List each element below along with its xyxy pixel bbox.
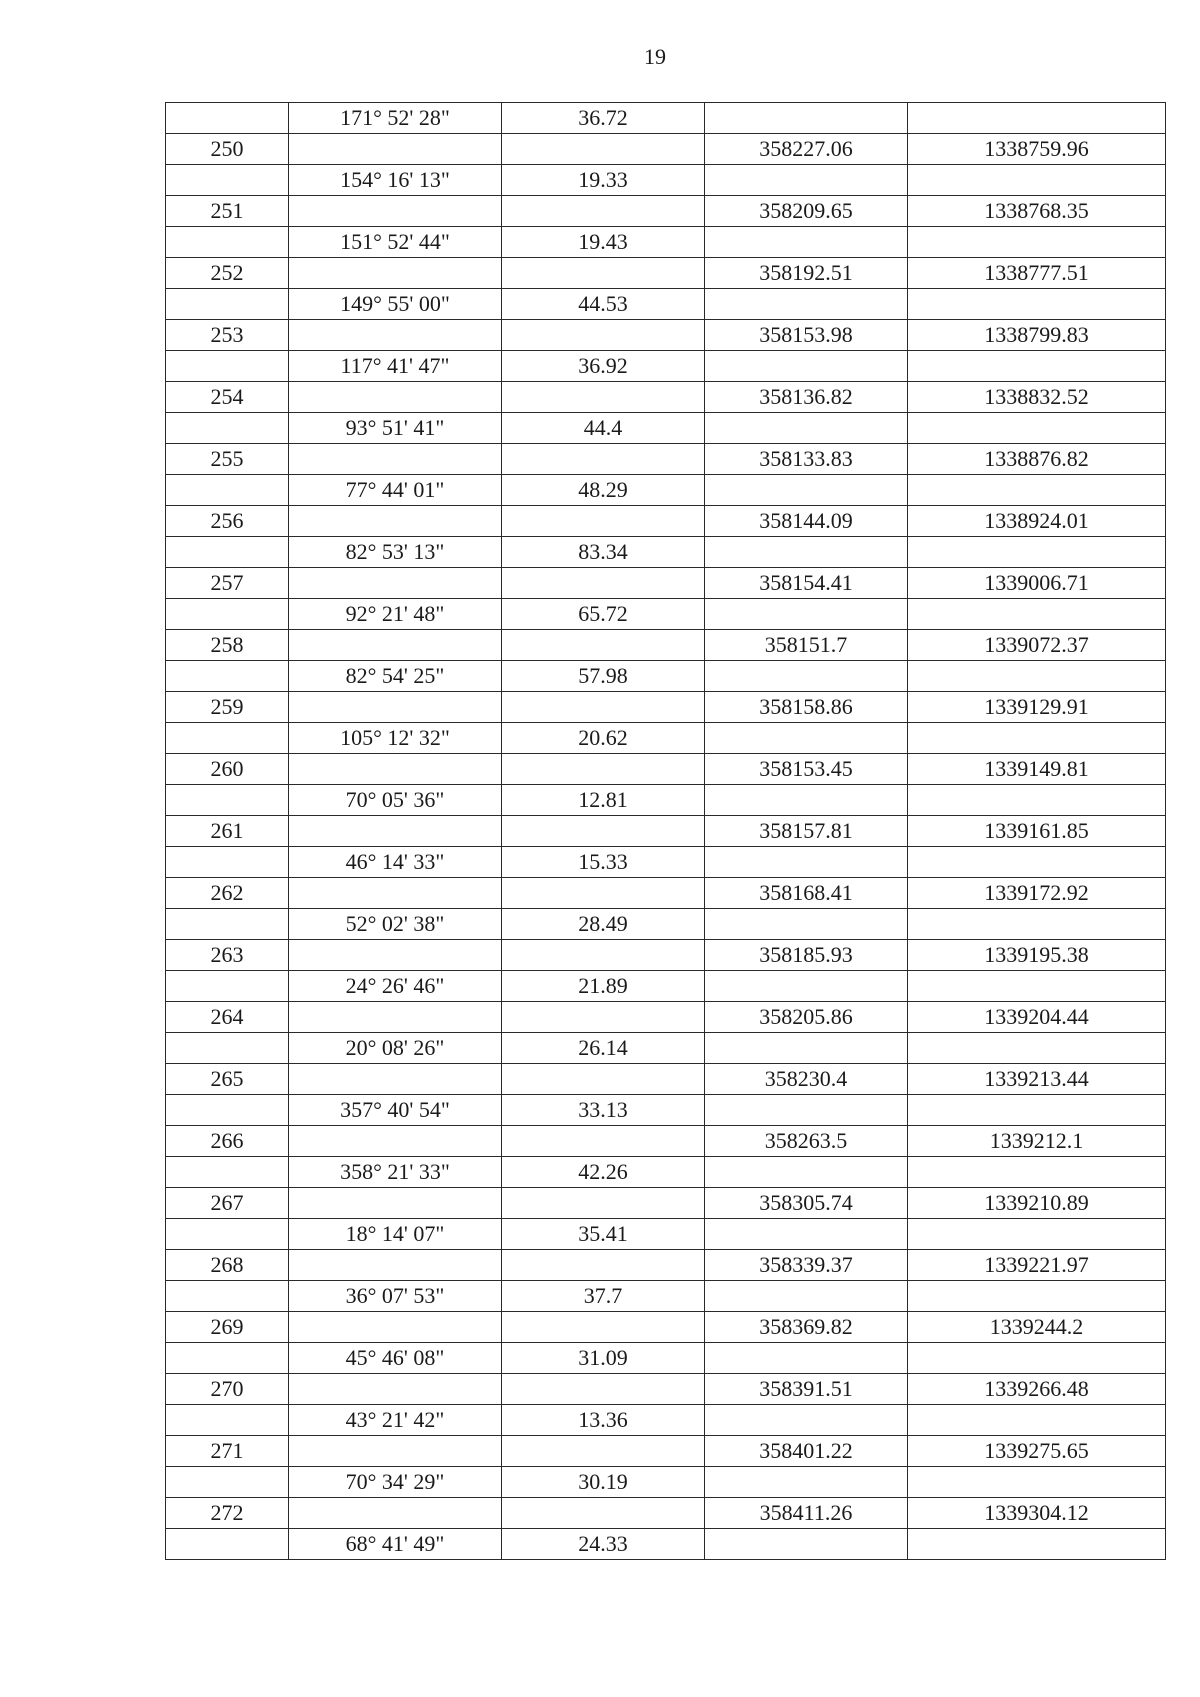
bearing-cell: [289, 444, 502, 475]
y-coordinate-cell: [908, 1467, 1166, 1498]
bearing-cell: 70° 05' 36": [289, 785, 502, 816]
point-row: [166, 320, 1166, 351]
x-coordinate-cell: 358144.09: [705, 506, 908, 537]
point-row: [166, 1312, 1166, 1343]
x-coordinate-cell: [705, 227, 908, 258]
distance-cell: [502, 1250, 705, 1281]
y-coordinate-cell: [908, 165, 1166, 196]
point-number-cell: 271: [166, 1436, 289, 1467]
y-coordinate-cell: [908, 599, 1166, 630]
distance-cell: [502, 1374, 705, 1405]
point-row: [166, 258, 1166, 289]
distance-cell: 20.62: [502, 723, 705, 754]
distance-cell: 13.36: [502, 1405, 705, 1436]
x-coordinate-cell: [705, 661, 908, 692]
distance-cell: 28.49: [502, 909, 705, 940]
y-coordinate-cell: [908, 1219, 1166, 1250]
distance-cell: 21.89: [502, 971, 705, 1002]
leg-row: [166, 289, 1166, 320]
y-coordinate-cell: 1339161.85: [908, 816, 1166, 847]
leg-row: [166, 909, 1166, 940]
point-row: [166, 630, 1166, 661]
point-number-cell: 267: [166, 1188, 289, 1219]
point-row: [166, 1374, 1166, 1405]
point-number-cell: [166, 1529, 289, 1560]
bearing-cell: 92° 21' 48": [289, 599, 502, 630]
y-coordinate-cell: 1339204.44: [908, 1002, 1166, 1033]
point-row: [166, 1250, 1166, 1281]
x-coordinate-cell: 358154.41: [705, 568, 908, 599]
leg-row: [166, 227, 1166, 258]
x-coordinate-cell: [705, 537, 908, 568]
point-number-cell: [166, 1095, 289, 1126]
bearing-cell: 358° 21' 33": [289, 1157, 502, 1188]
bearing-cell: 36° 07' 53": [289, 1281, 502, 1312]
y-coordinate-cell: 1339304.12: [908, 1498, 1166, 1529]
x-coordinate-cell: 358158.86: [705, 692, 908, 723]
distance-cell: [502, 444, 705, 475]
distance-cell: 44.53: [502, 289, 705, 320]
point-number-cell: [166, 1033, 289, 1064]
distance-cell: [502, 506, 705, 537]
point-number-cell: [166, 289, 289, 320]
point-number-cell: 270: [166, 1374, 289, 1405]
leg-row: [166, 971, 1166, 1002]
point-number-cell: 255: [166, 444, 289, 475]
x-coordinate-cell: 358339.37: [705, 1250, 908, 1281]
bearing-cell: 70° 34' 29": [289, 1467, 502, 1498]
point-number-cell: 259: [166, 692, 289, 723]
distance-cell: 31.09: [502, 1343, 705, 1374]
y-coordinate-cell: 1338799.83: [908, 320, 1166, 351]
point-number-cell: [166, 847, 289, 878]
point-row: [166, 754, 1166, 785]
point-number-cell: [166, 723, 289, 754]
x-coordinate-cell: 358230.4: [705, 1064, 908, 1095]
point-number-cell: 268: [166, 1250, 289, 1281]
bearing-cell: [289, 1250, 502, 1281]
bearing-cell: [289, 1188, 502, 1219]
x-coordinate-cell: 358151.7: [705, 630, 908, 661]
y-coordinate-cell: [908, 475, 1166, 506]
leg-row: [166, 847, 1166, 878]
point-row: [166, 1436, 1166, 1467]
leg-row: [166, 1529, 1166, 1560]
distance-cell: [502, 258, 705, 289]
distance-cell: 15.33: [502, 847, 705, 878]
point-row: [166, 1002, 1166, 1033]
leg-row: [166, 723, 1166, 754]
x-coordinate-cell: 358157.81: [705, 816, 908, 847]
y-coordinate-cell: [908, 909, 1166, 940]
point-number-cell: 260: [166, 754, 289, 785]
x-coordinate-cell: 358185.93: [705, 940, 908, 971]
point-row: [166, 1498, 1166, 1529]
bearing-cell: 117° 41' 47": [289, 351, 502, 382]
y-coordinate-cell: [908, 785, 1166, 816]
distance-cell: 36.92: [502, 351, 705, 382]
x-coordinate-cell: [705, 1157, 908, 1188]
distance-cell: [502, 1188, 705, 1219]
x-coordinate-cell: 358192.51: [705, 258, 908, 289]
y-coordinate-cell: 1339212.1: [908, 1126, 1166, 1157]
distance-cell: [502, 940, 705, 971]
point-number-cell: [166, 661, 289, 692]
point-number-cell: 265: [166, 1064, 289, 1095]
y-coordinate-cell: 1339072.37: [908, 630, 1166, 661]
point-number-cell: [166, 1467, 289, 1498]
distance-cell: [502, 754, 705, 785]
x-coordinate-cell: [705, 971, 908, 1002]
x-coordinate-cell: [705, 413, 908, 444]
point-row: [166, 568, 1166, 599]
y-coordinate-cell: 1338777.51: [908, 258, 1166, 289]
x-coordinate-cell: 358153.45: [705, 754, 908, 785]
point-number-cell: [166, 413, 289, 444]
point-number-cell: 261: [166, 816, 289, 847]
y-coordinate-cell: 1339210.89: [908, 1188, 1166, 1219]
point-number-cell: 258: [166, 630, 289, 661]
distance-cell: [502, 1002, 705, 1033]
point-number-cell: 263: [166, 940, 289, 971]
leg-row: [166, 1281, 1166, 1312]
point-number-cell: 253: [166, 320, 289, 351]
x-coordinate-cell: 358227.06: [705, 134, 908, 165]
bearing-cell: [289, 196, 502, 227]
y-coordinate-cell: [908, 289, 1166, 320]
distance-cell: [502, 630, 705, 661]
bearing-cell: 77° 44' 01": [289, 475, 502, 506]
y-coordinate-cell: 1338876.82: [908, 444, 1166, 475]
bearing-cell: [289, 1436, 502, 1467]
bearing-cell: 149° 55' 00": [289, 289, 502, 320]
x-coordinate-cell: 358209.65: [705, 196, 908, 227]
distance-cell: 83.34: [502, 537, 705, 568]
x-coordinate-cell: [705, 847, 908, 878]
x-coordinate-cell: 358369.82: [705, 1312, 908, 1343]
survey-table: [165, 102, 1166, 1560]
y-coordinate-cell: 1339149.81: [908, 754, 1166, 785]
distance-cell: 19.43: [502, 227, 705, 258]
distance-cell: [502, 692, 705, 723]
point-row: [166, 692, 1166, 723]
bearing-cell: 93° 51' 41": [289, 413, 502, 444]
y-coordinate-cell: [908, 1281, 1166, 1312]
point-number-cell: [166, 909, 289, 940]
bearing-cell: [289, 258, 502, 289]
bearing-cell: [289, 1126, 502, 1157]
point-number-cell: 256: [166, 506, 289, 537]
x-coordinate-cell: [705, 1281, 908, 1312]
x-coordinate-cell: 358133.83: [705, 444, 908, 475]
point-row: [166, 1126, 1166, 1157]
bearing-cell: 171° 52' 28": [289, 103, 502, 134]
bearing-cell: [289, 1002, 502, 1033]
point-number-cell: [166, 1219, 289, 1250]
point-number-cell: [166, 1157, 289, 1188]
leg-row: [166, 785, 1166, 816]
x-coordinate-cell: [705, 1529, 908, 1560]
bearing-cell: 46° 14' 33": [289, 847, 502, 878]
leg-row: [166, 1033, 1166, 1064]
point-number-cell: 266: [166, 1126, 289, 1157]
leg-row: [166, 103, 1166, 134]
x-coordinate-cell: [705, 723, 908, 754]
y-coordinate-cell: 1339006.71: [908, 568, 1166, 599]
distance-cell: [502, 1126, 705, 1157]
x-coordinate-cell: [705, 103, 908, 134]
point-row: [166, 1188, 1166, 1219]
leg-row: [166, 661, 1166, 692]
point-number-cell: [166, 1281, 289, 1312]
bearing-cell: 151° 52' 44": [289, 227, 502, 258]
point-number-cell: 252: [166, 258, 289, 289]
bearing-cell: 20° 08' 26": [289, 1033, 502, 1064]
y-coordinate-cell: [908, 103, 1166, 134]
x-coordinate-cell: [705, 1467, 908, 1498]
bearing-cell: 43° 21' 42": [289, 1405, 502, 1436]
x-coordinate-cell: 358205.86: [705, 1002, 908, 1033]
y-coordinate-cell: [908, 1529, 1166, 1560]
distance-cell: [502, 568, 705, 599]
y-coordinate-cell: [908, 413, 1166, 444]
x-coordinate-cell: [705, 1095, 908, 1126]
distance-cell: 42.26: [502, 1157, 705, 1188]
bearing-cell: 52° 02' 38": [289, 909, 502, 940]
point-number-cell: [166, 351, 289, 382]
y-coordinate-cell: 1339172.92: [908, 878, 1166, 909]
bearing-cell: [289, 878, 502, 909]
bearing-cell: [289, 1064, 502, 1095]
distance-cell: 65.72: [502, 599, 705, 630]
distance-cell: 57.98: [502, 661, 705, 692]
y-coordinate-cell: [908, 723, 1166, 754]
y-coordinate-cell: [908, 1095, 1166, 1126]
bearing-cell: 154° 16' 13": [289, 165, 502, 196]
page-number: 19: [644, 44, 666, 69]
x-coordinate-cell: [705, 1219, 908, 1250]
point-row: [166, 940, 1166, 971]
point-number-cell: [166, 227, 289, 258]
distance-cell: [502, 878, 705, 909]
x-coordinate-cell: 358391.51: [705, 1374, 908, 1405]
distance-cell: 12.81: [502, 785, 705, 816]
bearing-cell: [289, 1312, 502, 1343]
survey-table-body: [166, 103, 1166, 1560]
point-number-cell: 264: [166, 1002, 289, 1033]
point-number-cell: 251: [166, 196, 289, 227]
x-coordinate-cell: [705, 165, 908, 196]
distance-cell: [502, 1064, 705, 1095]
bearing-cell: 45° 46' 08": [289, 1343, 502, 1374]
point-row: [166, 382, 1166, 413]
bearing-cell: 24° 26' 46": [289, 971, 502, 1002]
x-coordinate-cell: [705, 1033, 908, 1064]
leg-row: [166, 1157, 1166, 1188]
point-number-cell: [166, 165, 289, 196]
point-row: [166, 444, 1166, 475]
bearing-cell: [289, 940, 502, 971]
point-row: [166, 506, 1166, 537]
y-coordinate-cell: [908, 1405, 1166, 1436]
point-row: [166, 816, 1166, 847]
point-number-cell: 272: [166, 1498, 289, 1529]
point-number-cell: [166, 537, 289, 568]
y-coordinate-cell: 1338759.96: [908, 134, 1166, 165]
distance-cell: 44.4: [502, 413, 705, 444]
leg-row: [166, 165, 1166, 196]
leg-row: [166, 1219, 1166, 1250]
point-number-cell: 262: [166, 878, 289, 909]
leg-row: [166, 351, 1166, 382]
bearing-cell: 82° 54' 25": [289, 661, 502, 692]
y-coordinate-cell: 1339221.97: [908, 1250, 1166, 1281]
x-coordinate-cell: 358263.5: [705, 1126, 908, 1157]
bearing-cell: [289, 692, 502, 723]
point-number-cell: 269: [166, 1312, 289, 1343]
leg-row: [166, 413, 1166, 444]
x-coordinate-cell: 358168.41: [705, 878, 908, 909]
x-coordinate-cell: 358305.74: [705, 1188, 908, 1219]
bearing-cell: 68° 41' 49": [289, 1529, 502, 1560]
distance-cell: [502, 382, 705, 413]
bearing-cell: [289, 754, 502, 785]
point-number-cell: [166, 1343, 289, 1374]
leg-row: [166, 1467, 1166, 1498]
y-coordinate-cell: [908, 1157, 1166, 1188]
x-coordinate-cell: 358411.26: [705, 1498, 908, 1529]
y-coordinate-cell: 1339244.2: [908, 1312, 1166, 1343]
y-coordinate-cell: 1339213.44: [908, 1064, 1166, 1095]
distance-cell: [502, 1312, 705, 1343]
x-coordinate-cell: [705, 475, 908, 506]
distance-cell: 30.19: [502, 1467, 705, 1498]
distance-cell: 33.13: [502, 1095, 705, 1126]
x-coordinate-cell: [705, 351, 908, 382]
distance-cell: [502, 134, 705, 165]
distance-cell: [502, 320, 705, 351]
bearing-cell: 357° 40' 54": [289, 1095, 502, 1126]
point-number-cell: 254: [166, 382, 289, 413]
distance-cell: [502, 1498, 705, 1529]
distance-cell: [502, 816, 705, 847]
y-coordinate-cell: 1338832.52: [908, 382, 1166, 413]
x-coordinate-cell: [705, 1405, 908, 1436]
bearing-cell: [289, 506, 502, 537]
y-coordinate-cell: [908, 971, 1166, 1002]
x-coordinate-cell: 358136.82: [705, 382, 908, 413]
point-number-cell: [166, 971, 289, 1002]
distance-cell: 35.41: [502, 1219, 705, 1250]
y-coordinate-cell: 1339266.48: [908, 1374, 1166, 1405]
point-row: [166, 1064, 1166, 1095]
y-coordinate-cell: [908, 661, 1166, 692]
leg-row: [166, 599, 1166, 630]
y-coordinate-cell: [908, 1343, 1166, 1374]
y-coordinate-cell: [908, 227, 1166, 258]
bearing-cell: 105° 12' 32": [289, 723, 502, 754]
leg-row: [166, 475, 1166, 506]
x-coordinate-cell: [705, 909, 908, 940]
point-number-cell: [166, 1405, 289, 1436]
distance-cell: 19.33: [502, 165, 705, 196]
point-number-cell: [166, 785, 289, 816]
y-coordinate-cell: 1339275.65: [908, 1436, 1166, 1467]
point-row: [166, 134, 1166, 165]
distance-cell: [502, 1436, 705, 1467]
point-row: [166, 196, 1166, 227]
x-coordinate-cell: [705, 599, 908, 630]
bearing-cell: [289, 816, 502, 847]
y-coordinate-cell: 1338768.35: [908, 196, 1166, 227]
distance-cell: 37.7: [502, 1281, 705, 1312]
y-coordinate-cell: 1339195.38: [908, 940, 1166, 971]
bearing-cell: [289, 134, 502, 165]
bearing-cell: 82° 53' 13": [289, 537, 502, 568]
bearing-cell: [289, 630, 502, 661]
point-number-cell: 250: [166, 134, 289, 165]
bearing-cell: [289, 320, 502, 351]
distance-cell: [502, 196, 705, 227]
y-coordinate-cell: [908, 1033, 1166, 1064]
bearing-cell: [289, 568, 502, 599]
x-coordinate-cell: [705, 785, 908, 816]
distance-cell: 26.14: [502, 1033, 705, 1064]
bearing-cell: [289, 1374, 502, 1405]
bearing-cell: [289, 382, 502, 413]
leg-row: [166, 1405, 1166, 1436]
distance-cell: 24.33: [502, 1529, 705, 1560]
y-coordinate-cell: 1338924.01: [908, 506, 1166, 537]
leg-row: [166, 1343, 1166, 1374]
bearing-cell: [289, 1498, 502, 1529]
point-number-cell: [166, 103, 289, 134]
x-coordinate-cell: [705, 289, 908, 320]
point-number-cell: [166, 599, 289, 630]
point-number-cell: [166, 475, 289, 506]
bearing-cell: 18° 14' 07": [289, 1219, 502, 1250]
leg-row: [166, 1095, 1166, 1126]
y-coordinate-cell: [908, 847, 1166, 878]
point-number-cell: 257: [166, 568, 289, 599]
x-coordinate-cell: 358153.98: [705, 320, 908, 351]
point-row: [166, 878, 1166, 909]
distance-cell: 48.29: [502, 475, 705, 506]
y-coordinate-cell: 1339129.91: [908, 692, 1166, 723]
y-coordinate-cell: [908, 351, 1166, 382]
leg-row: [166, 537, 1166, 568]
distance-cell: 36.72: [502, 103, 705, 134]
y-coordinate-cell: [908, 537, 1166, 568]
x-coordinate-cell: 358401.22: [705, 1436, 908, 1467]
x-coordinate-cell: [705, 1343, 908, 1374]
